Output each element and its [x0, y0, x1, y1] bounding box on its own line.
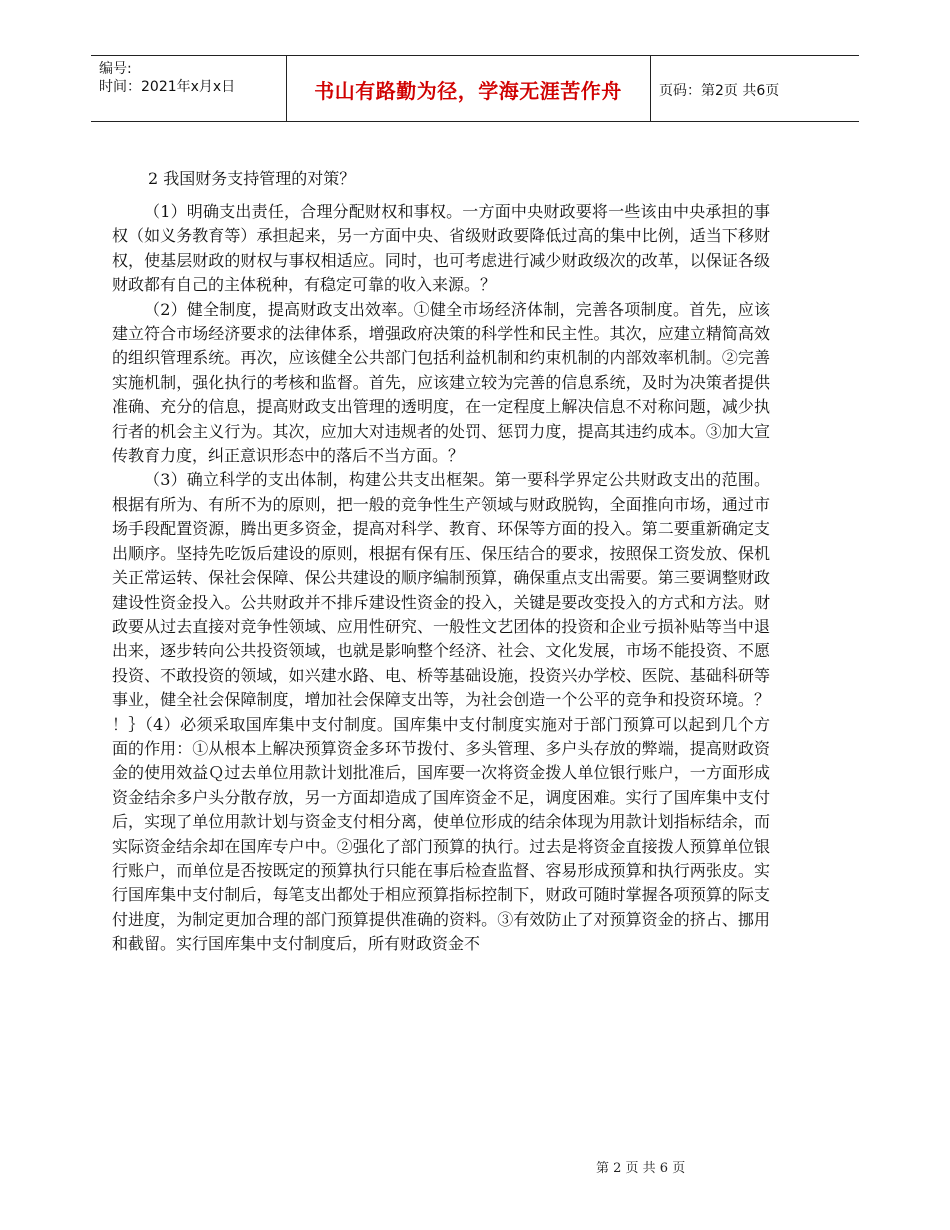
- header-divider-right: [650, 56, 651, 121]
- paragraph-2: （2）健全制度，提高财政支出效率。①健全市场经济体制，完善各项制度。首先，应该建立符合市场经济要求的法律体系，增强政府决策的科学性和民主性。其次，应建立精简高效的组织管理系统。再次，应该健全公共部门包括利益机制和约束机制的内部效率机制。②完善实施机制，强化执行的考核和监督。首先，应该建立较为完善的信息系统，及时为决策者提供准确、充分的信息，提高财政支出管理的透明度，在一定程度上解决信息不对称问题，减少执行者的机会主义行为。其次，应加大对违规者的处罚、惩罚力度，提高其违约成本。③加大宣传教育力度，纠正意识形态中的落后不当方面。？: [112, 299, 770, 466]
- header-page-info: 页码：第2页 共6页: [659, 83, 780, 99]
- paragraph-3: （3）确立科学的支出体制，构建公共支出框架。第一要科学界定公共财政支出的范围。根据有所为、有所不为的原则，把一般的竞争性生产领域与财政脱钩，全面推向市场，通过市场手段配置资源，腾出更多资金，提高对科学、教育、环保等方面的投入。第二要重新确定支出顺序。坚持先吃饭后建设的原则，根据有保有压、保压结合的要求，按照保工资发放、保机关正常运转、保社会保障、保公共建设的顺序编制预算，确保重点支出需要。第三要调整财政建设性资金投入。公共财政并不排斥建设性资金的投入，关键是要改变投入的方式和方法。财政要从过去直接对竞争性领域、应用性研究、一般性文艺团体的投资和企业亏损补贴等当中退出来，逐步转向公共投资领域，也就是影响整个经济、社会、文化发展，市场不能投资、不愿投资、不敢投资的领域，如兴建水路、电、桥等基础设施，投资兴办学校、医院、基础科研等事业，健全社会保障制度，增加社会保障支出等，为社会创造一个公平的竞争和投资环境。？ ！｝（4）必须采取国库集中支付制度。国库集中支付制度实施对于部门预算可以起到几个方面的作用：①从根本上解决预算资金多环节拨付、多头管理、多户头存放的弊端，提高财政资金的使用效益Ｑ过去单位用款计划批准后，国库要一次将资金拨人单位银行账户，一方面形成资金结余多户头分散存放，另一方面却造成了国库资金不足，调度困难。实行了国库集中支付后，实现了单位用款计划与资金支付相分离，使单位形成的结余体现为用款计划指标结余，而实际资金结余却在国库专户中。②强化了部门预算的执行。过去是将资金直接拨人预算单位银行账户，而单位是否按既定的预算执行只能在事后检查监督、容易形成预算和执行两张皮。实行国库集中支付制后，每笔支出都处于相应预算指标控制下，财政可随时掌握各项预算的际支付进度，为制定更加合理的部门预算提供准确的资料。③有效防止了对预算资金的挤占、挪用和截留。实行国库集中支付制度后，所有财政资金不: [112, 470, 770, 954]
- document-body: [112, 164, 770, 957]
- page-header: [91, 55, 859, 122]
- document-time: 时间：2021年x月x日: [99, 79, 236, 95]
- page-footer: 第 2 页 共 6 页: [596, 1161, 686, 1176]
- paragraph-1: （1）明确支出责任，合理分配财权和事权。一方面中央财政要将一些该由中央承担的事权（如义务教育等）承担起来，另一方面中央、省级财政要降低过高的集中比例，适当下移财权，使基层财政的财权与事权相适应。同时，也可考虑进行减少财政级次的改革，以保证各级财政都有自己的主体税种，有稳定可靠的收入来源。？: [112, 202, 770, 295]
- header-meta: [99, 60, 235, 96]
- header-motto: 书山有路勤为径，学海无涯苦作舟: [314, 79, 622, 103]
- section-heading: 2 我国财务支持管理的对策？: [148, 169, 356, 188]
- document-code-label: 编号:: [99, 61, 132, 77]
